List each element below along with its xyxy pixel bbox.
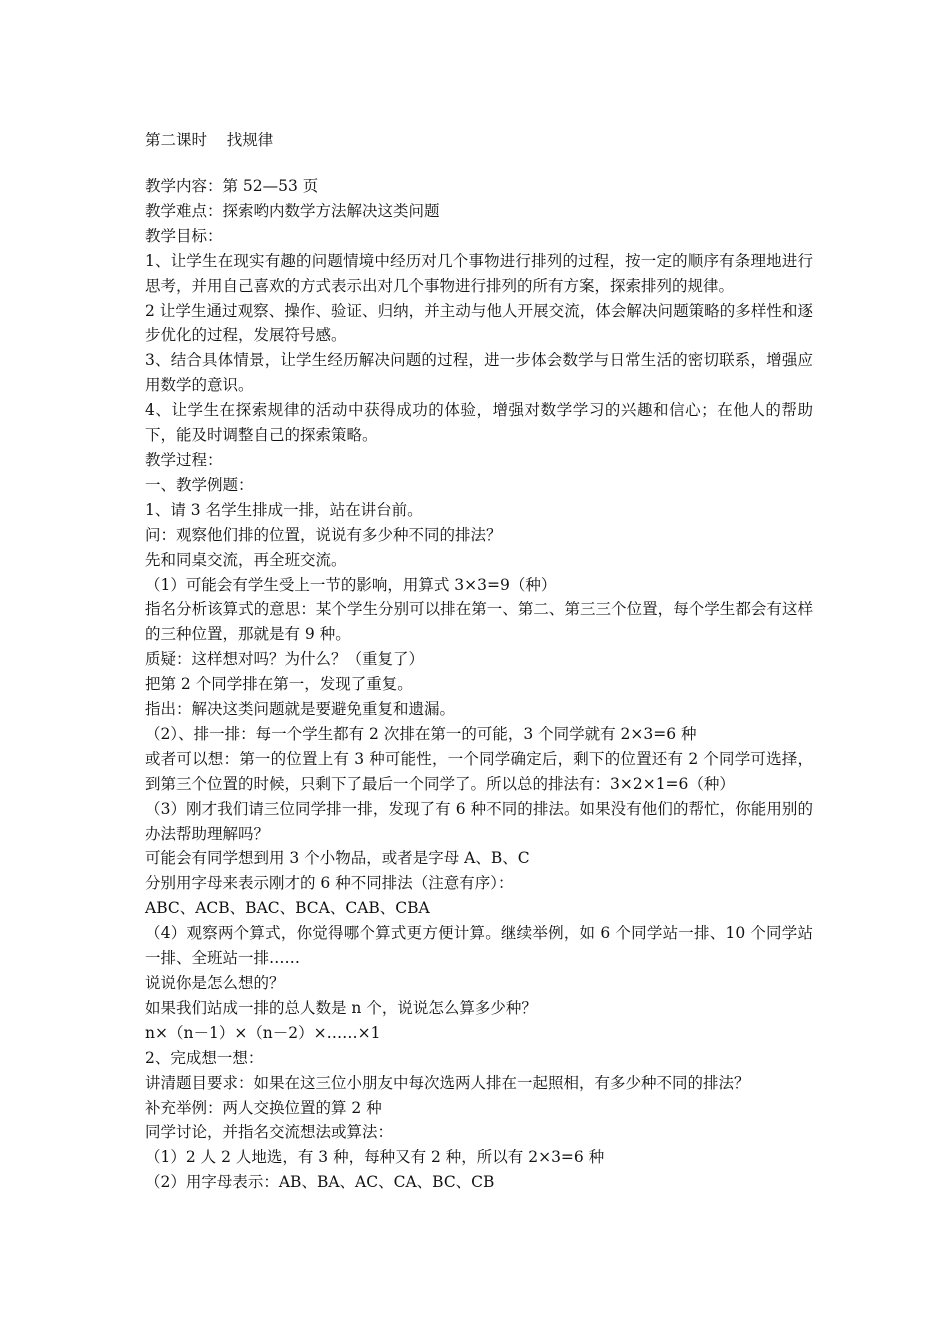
text-paragraph: （4）观察两个算式，你觉得哪个算式更方便计算。继续举例，如 6 个同学站一排、10 个同学站一排、全班站一排…… [145, 924, 813, 968]
section-heading: 一、教学例题： [145, 475, 254, 494]
text-line: 分别用字母来表示刚才的 6 种不同排法（注意有序）： [145, 874, 514, 893]
text-line: 补充举例：两人交换位置的算 2 种 [145, 1098, 382, 1117]
text-line: ABC、ACB、BAC、BCA、CAB、CBA [145, 899, 430, 918]
text-line: 把第 2 个同学排在第一，发现了重复。 [145, 675, 413, 694]
text-line: （1）2 人 2 人地选，有 3 种，每种又有 2 种，所以有 2×3=6 种 [145, 1148, 605, 1167]
text-line: 质疑：这样想对吗？为什么？（重复了） [145, 650, 425, 669]
text-line: 教学目标： [145, 226, 223, 245]
text-line: 同学讨论，并指名交流想法或算法： [145, 1123, 394, 1142]
text-paragraph: 或者可以想：第一的位置上有 3 种可能性，一个同学确定后，剩下的位置还有 2 个同学可选择，到第三个位置的时候，只剩下了最后一个同学了。所以总的排法有：3×2×1=6（种） [145, 749, 813, 793]
formula-line: n×（n－1）×（n－2）×……×1 [145, 1023, 381, 1042]
text-line: 1、请 3 名学生排成一排，站在讲台前。 [145, 500, 423, 519]
text-line: 如果我们站成一排的总人数是 n 个，说说怎么算多少种？ [145, 998, 537, 1017]
text-line: 可能会有同学想到用 3 个小物品，或者是字母 A、B、C [145, 849, 530, 868]
text-line: 教学难点：探索哟内数学方法解决这类问题 [145, 201, 440, 220]
section-heading: 教学过程： [145, 450, 223, 469]
objective-paragraph: 2 让学生通过观察、操作、验证、归纳，并主动与他人开展交流，体会解决问题策略的多样性和逐步优化的过程，发展符号感。 [145, 301, 813, 345]
text-line: 指出：解决这类问题就是要避免重复和遗漏。 [145, 700, 456, 719]
text-line: 教学内容：第 52—53 页 [145, 177, 319, 195]
lesson-body [145, 174, 813, 1195]
text-line: （2）用字母表示：AB、BA、AC、CA、BC、CB [145, 1173, 495, 1192]
text-line: 讲清题目要求：如果在这三位小朋友中每次选两人排在一起照相，有多少种不同的排法？ [145, 1073, 750, 1092]
text-line: （1）可能会有学生受上一节的影响，用算式 3×3=9（种） [145, 575, 557, 594]
text-line: 问：观察他们排的位置，说说有多少种不同的排法？ [145, 525, 502, 544]
objective-paragraph: 1、让学生在现实有趣的问题情境中经历对几个事物进行排列的过程，按一定的顺序有条理地进行思考，并用自己喜欢的方式表示出对几个事物进行排列的所有方案，探索排列的规律。 [145, 251, 813, 295]
text-paragraph: 指名分析该算式的意思：某个学生分别可以排在第一、第二、第三三个位置，每个学生都会有这样的三种位置，那就是有 9 种。 [145, 600, 813, 644]
section-heading: 2、完成想一想： [145, 1048, 264, 1067]
text-line: 先和同桌交流，再全班交流。 [145, 550, 347, 569]
text-line: 说说你是怎么想的？ [145, 974, 285, 992]
lesson-title: 第二课时 找规律 [145, 131, 274, 149]
objective-paragraph: 3、结合具体情景，让学生经历解决问题的过程，进一步体会数学与日常生活的密切联系，增强应用数学的意识。 [145, 351, 813, 395]
text-line: （2）、排一排：每一个学生都有 2 次排在第一的可能，3 个同学就有 2×3=6 种 [145, 724, 697, 743]
objective-paragraph: 4、让学生在探索规律的活动中获得成功的体验，增强对数学学习的兴趣和信心；在他人的帮助下，能及时调整自己的探索策略。 [145, 401, 813, 445]
text-paragraph: （3）刚才我们请三位同学排一排，发现了有 6 种不同的排法。如果没有他们的帮忙，你能用别的办法帮助理解吗？ [145, 799, 813, 843]
